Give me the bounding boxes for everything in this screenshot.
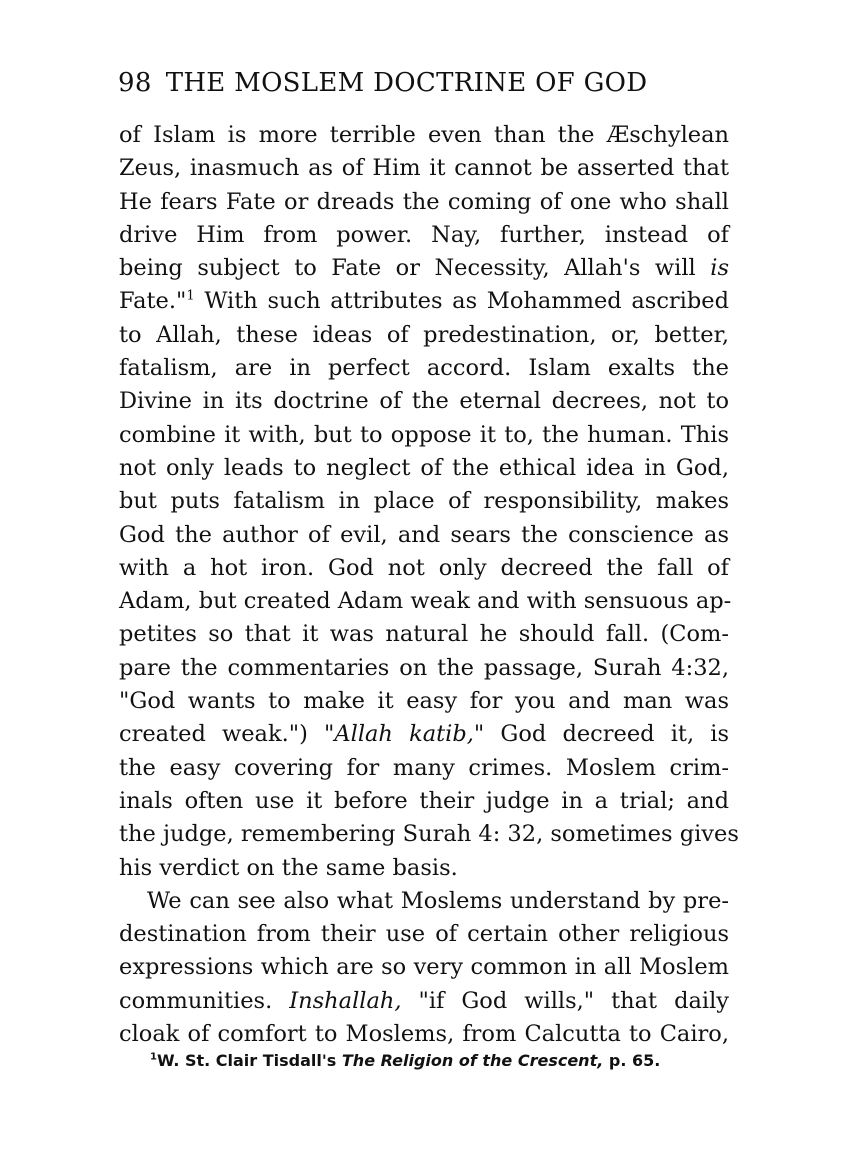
italic-text: is <box>710 255 729 282</box>
text-line <box>119 918 729 951</box>
line-text: He fears Fate or dreads the coming of one who shall <box>119 188 729 215</box>
running-head <box>118 68 647 98</box>
footnote-book-title: The Religion of the Crescent, <box>341 1051 604 1070</box>
text-line <box>119 718 729 751</box>
text-line <box>119 951 729 984</box>
line-text: cloak of comfort to Moslems, from Calcutta to Cairo, <box>119 1021 729 1048</box>
text-line <box>119 119 729 152</box>
text-line <box>119 752 729 785</box>
text-line <box>119 618 729 651</box>
line-text: Divine in its doctrine of the eternal decrees, not to <box>119 388 729 415</box>
text-line <box>119 252 729 285</box>
text-line <box>119 285 729 318</box>
line-text: being subject to Fate or Necessity, Allah's will <box>119 255 711 282</box>
text-line <box>119 985 729 1018</box>
footnote-marker: 1 <box>150 1051 157 1063</box>
footnote-page-ref: p. 65. <box>603 1051 661 1070</box>
line-text: not only leads to neglect of the ethical idea in God, <box>119 454 729 481</box>
line-text: inals often use it before their judge in a trial; and <box>119 787 729 814</box>
text-line <box>119 552 729 585</box>
text-line <box>119 385 729 418</box>
text-line <box>119 785 729 818</box>
text-line <box>119 419 729 452</box>
line-text: drive Him from power. Nay, further, instead of <box>119 221 729 248</box>
line-text: pare the commentaries on the passage, Surah 4:32, <box>119 654 729 681</box>
line-text: his verdict on the same basis. <box>119 854 458 881</box>
line-text: combine it with, but to oppose it to, the human. This <box>119 421 729 448</box>
body-text <box>119 119 739 1051</box>
text-line <box>119 352 729 385</box>
page-number: 98 <box>118 68 152 98</box>
text-line <box>119 452 729 485</box>
text-line <box>119 219 729 252</box>
text-line <box>119 585 732 618</box>
line-text: to Allah, these ideas of predestination, or, better, <box>119 321 729 348</box>
text-line <box>119 1018 729 1051</box>
text-line <box>119 319 729 352</box>
line-text: God the author of evil, and sears the conscience as <box>119 521 729 548</box>
text-line <box>119 519 729 552</box>
text-line <box>119 685 729 718</box>
line-text: the judge, remembering Surah 4: 32, sometimes gives <box>119 821 739 848</box>
text-line <box>119 485 729 518</box>
line-text: expressions which are so very common in all Moslem <box>119 954 729 981</box>
line-text: destination from their use of certain other religious <box>119 921 729 948</box>
line-text: created weak.") <box>119 721 325 748</box>
text-line <box>119 885 729 918</box>
line-text: "if God wills," that daily <box>401 987 729 1014</box>
line-text: the easy covering for many crimes. Moslem crim- <box>119 754 729 781</box>
text-line <box>119 186 729 219</box>
line-text: Zeus, inasmuch as of Him it cannot be asserted that <box>119 155 729 182</box>
line-text: "God wants to make it easy for you and man was <box>119 688 729 715</box>
line-text: communities. <box>119 987 290 1014</box>
line-text: fatalism, are in perfect accord. Islam exalts the <box>119 355 729 382</box>
italic-text: Inshallah, <box>289 987 402 1014</box>
text-line <box>119 852 729 885</box>
line-text: with a hot iron. God not only decreed the fall of <box>119 554 729 581</box>
italic-text: "Allah katib," <box>324 721 485 748</box>
line-text: With such attributes as Mohammed ascribed <box>194 288 729 315</box>
text-line <box>119 152 729 185</box>
footnote-author: W. St. Clair Tisdall's <box>156 1051 342 1070</box>
text-line <box>119 652 729 685</box>
line-text: Fate." <box>119 288 187 315</box>
footnote-reference: 1 <box>186 288 195 304</box>
line-text: God decreed it, is <box>484 721 729 748</box>
line-text: Adam, but created Adam weak and with sensuous ap- <box>119 588 732 615</box>
line-text: of Islam is more terrible even than the Æschylean <box>119 122 729 148</box>
text-line <box>119 818 739 851</box>
line-text: We can see also what Moslems understand by pre- <box>147 887 729 914</box>
line-text: petites so that it was natural he should fall. (Com- <box>119 621 729 648</box>
line-text: but puts fatalism in place of responsibility, makes <box>119 488 729 515</box>
chapter-title: THE MOSLEM DOCTRINE OF GOD <box>165 68 648 98</box>
footnote <box>150 1051 710 1070</box>
